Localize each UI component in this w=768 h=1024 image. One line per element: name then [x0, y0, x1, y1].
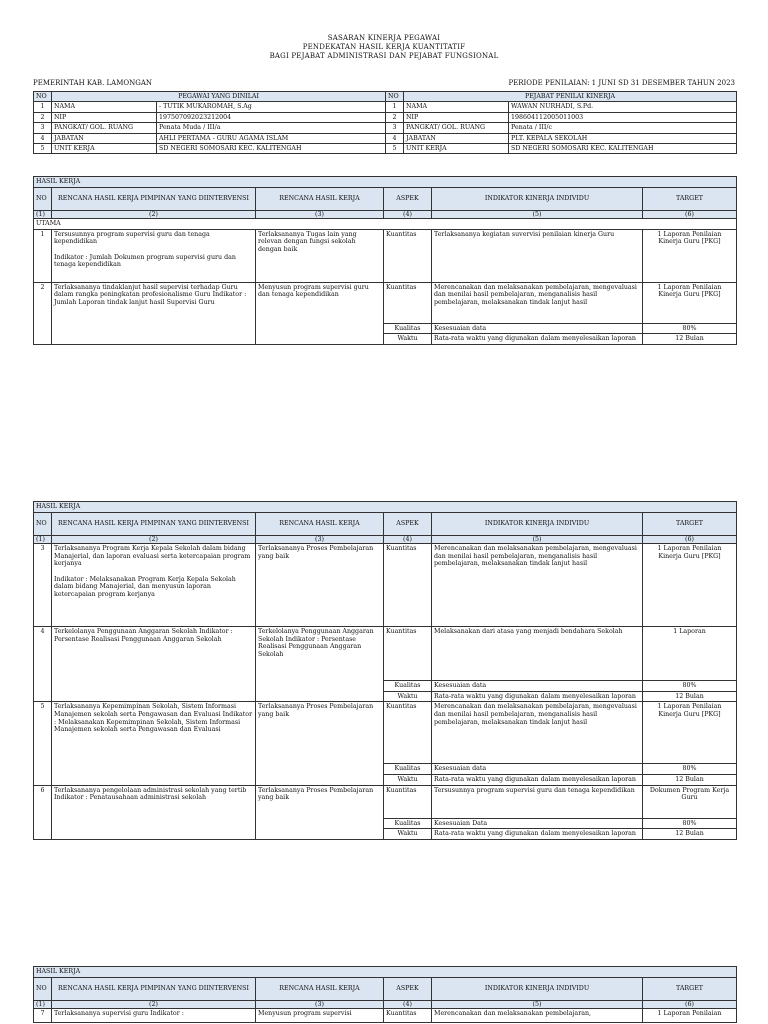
row-number: 2	[34, 112, 52, 122]
row-number: 6	[34, 785, 52, 839]
table-row	[34, 282, 737, 323]
pimpinan-cell: Terlaksananya Kepemimpinan Sekolah, Sistem Informasi Manajemen sekolah serta Pengawasan dan Evaluasi Indikator : Melaksanakan Kepemimpinan Sekolah, Sistem Informasi Manajemen sekolah serta Pengawasan dan Evaluasi	[52, 702, 256, 785]
row-number: 4	[34, 133, 52, 143]
pegawai-value: Penata Muda / III/a	[157, 123, 386, 133]
col-no: NO	[34, 977, 52, 1000]
col-target: TARGET	[643, 512, 737, 535]
col-target: TARGET	[643, 977, 737, 1000]
row-number: 2	[386, 112, 404, 122]
indikator-cell: Rata-rata waktu yang digunakan dalam menyelesaikan laporan	[432, 691, 643, 702]
row-number: 4	[386, 133, 404, 143]
hasil-kerja-table-2	[33, 501, 737, 840]
col-number: (4)	[384, 1000, 432, 1009]
section-label: HASIL KERJA	[34, 502, 737, 513]
utama-label: UTAMA	[34, 219, 737, 230]
col-number: (5)	[432, 535, 643, 544]
section-label: HASIL KERJA	[34, 177, 737, 188]
col-number: (5)	[432, 1000, 643, 1009]
target-cell: 1 Laporan Penilaian Kinerja Guru [PKG]	[643, 229, 737, 282]
col-indikator: INDIKATOR KINERJA INDIVIDU	[432, 977, 643, 1000]
pegawai-value: AHLI PERTAMA - GURU AGAMA ISLAM	[157, 133, 386, 143]
aspek-cell: Waktu	[384, 829, 432, 840]
indikator-cell: Kesesuaian Data	[432, 818, 643, 829]
rencana-cell: Terkelolanya Penggunaan Anggaran Sekolah Indikator : Persentase Realisasi Penggunaan Anggaran Sekolah	[256, 627, 384, 702]
rencana-cell: Terlaksananya Proses Pembelajaran yang baik	[256, 702, 384, 785]
col-indikator: INDIKATOR KINERJA INDIVIDU	[432, 187, 643, 210]
title-line-1: SASARAN KINERJA PEGAWAI	[327, 34, 441, 42]
pimpinan-cell: Terlaksananya tindaklanjut hasil supervisi terhadap Guru dalam rangka peningkatan profesionalisme Guru Indikator : Jumlah Laporan tindak lanjut hasil Supervisi Guru	[52, 282, 256, 344]
hasil-kerja-table-3	[33, 966, 737, 1023]
col-aspek: ASPEK	[384, 977, 432, 1000]
indikator-cell: Merencanakan dan melaksanakan pembelajaran, mengevaluasi dan menilai hasil pembelajaran, menganalisis hasil pembelajaran, melaksanakan tindak lanjut hasil	[432, 544, 643, 627]
pegawai-value: 197507092023212004	[157, 112, 386, 122]
pimpinan-cell: Terlaksananya supervisi guru Indikator :	[52, 1009, 256, 1023]
aspek-cell: Waktu	[384, 774, 432, 785]
pejabat-value: SD NEGERI SOMOSARI KEC. KALITENGAH	[509, 144, 737, 154]
col-target: TARGET	[643, 187, 737, 210]
indikator-cell: Tersusunnya program supervisi guru dan tenaga kependidikan	[432, 785, 643, 818]
col-number: (2)	[52, 535, 256, 544]
field-label: PANGKAT/ GOL. RUANG	[52, 123, 157, 133]
field-label: NIP	[404, 112, 509, 122]
indikator-cell: Kesesuaian data	[432, 323, 643, 334]
table-row	[34, 702, 737, 764]
target-cell: 1 Laporan Penilaian	[643, 1009, 737, 1023]
aspek-cell: Kualitas	[384, 764, 432, 775]
rencana-cell: Terlaksananya Proses Pembelajaran yang baik	[256, 785, 384, 839]
field-label: JABATAN	[52, 133, 157, 143]
identity-table	[33, 91, 737, 154]
field-label: PANGKAT/ GOL. RUANG	[404, 123, 509, 133]
identity-row	[34, 133, 737, 143]
identity-header-row	[34, 92, 737, 102]
col-no: NO	[34, 512, 52, 535]
col-number: (6)	[643, 210, 737, 219]
col-number: (4)	[384, 210, 432, 219]
aspek-cell: Kualitas	[384, 681, 432, 692]
table-row	[34, 229, 737, 282]
target-cell: 1 Laporan Penilaian Kinerja Guru [PKG]	[643, 282, 737, 323]
row-number: 3	[386, 123, 404, 133]
target-cell: 80%	[643, 323, 737, 334]
pegawai-value: SD NEGERI SOMOSARI KEC. KALITENGAH	[157, 144, 386, 154]
aspek-cell: Kuantitas	[384, 785, 432, 818]
target-cell: 80%	[643, 764, 737, 775]
col-pimpinan: RENCANA HASIL KERJA PIMPINAN YANG DIINTERVENSI	[52, 977, 256, 1000]
aspek-cell: Kuantitas	[384, 229, 432, 282]
col-number: (3)	[256, 1000, 384, 1009]
no-header: NO	[34, 92, 52, 102]
col-number: (1)	[34, 210, 52, 219]
aspek-cell: Kuantitas	[384, 627, 432, 681]
pejabat-header: PEJABAT PENILAI KINERJA	[404, 92, 737, 102]
col-number: (6)	[643, 535, 737, 544]
row-number: 1	[386, 102, 404, 112]
row-number: 5	[34, 144, 52, 154]
aspek-cell: Kuantitas	[384, 282, 432, 323]
col-number: (4)	[384, 535, 432, 544]
row-number: 4	[34, 627, 52, 702]
rencana-cell: Terlaksananya Tugas lain yang relevan dengan fungsi sekolah dengan baik	[256, 229, 384, 282]
target-cell: 12 Bulan	[643, 334, 737, 345]
identity-row	[34, 123, 737, 133]
pejabat-value: Penata / III/c	[509, 123, 737, 133]
col-aspek: ASPEK	[384, 187, 432, 210]
pemerintah-label: PEMERINTAH KAB. LAMONGAN	[33, 79, 153, 87]
aspek-cell: Kuantitas	[384, 544, 432, 627]
target-cell: Dokumen Program Kerja Guru	[643, 785, 737, 818]
pimpinan-cell: Terlaksananya pengelolaan administrasi sekolah yang tertib Indikator : Penatausahaan administrasi sekolah	[52, 785, 256, 839]
target-cell: 1 Laporan	[643, 627, 737, 681]
aspek-cell: Waktu	[384, 334, 432, 345]
pegawai-value: - TUTIK MUKAROMAH, S.Ag	[157, 102, 386, 112]
aspek-cell: Kuantitas	[384, 702, 432, 764]
col-number: (2)	[52, 1000, 256, 1009]
indikator-cell: Kesesuaian data	[432, 681, 643, 692]
identity-row	[34, 112, 737, 122]
col-number: (3)	[256, 535, 384, 544]
rencana-cell: Menyusun program supervisi	[256, 1009, 384, 1023]
table-row	[34, 544, 737, 627]
pejabat-value: PLT. KEPALA SEKOLAH	[509, 133, 737, 143]
periode-label: PERIODE PENILAIAN: 1 JUNI SD 31 DESEMBER TAHUN 2023	[508, 79, 735, 87]
col-number: (5)	[432, 210, 643, 219]
target-cell: 80%	[643, 681, 737, 692]
row-number: 5	[34, 702, 52, 785]
indikator-cell: Kesesuaian data	[432, 764, 643, 775]
aspek-cell: Kuantitas	[384, 1009, 432, 1023]
row-number: 2	[34, 282, 52, 344]
pimpinan-cell: Tersusunnya program supervisi guru dan tenaga kependidikan Indikator : Jumlah Dokumen program supervisi guru dan tenaga kependidikan	[52, 229, 256, 282]
col-number: (3)	[256, 210, 384, 219]
target-cell: 1 Laporan Penilaian Kinerja Guru [PKG]	[643, 702, 737, 764]
row-number: 3	[34, 123, 52, 133]
col-aspek: ASPEK	[384, 512, 432, 535]
indikator-cell: Merencanakan dan melaksanakan pembelajaran, mengevaluasi dan menilai hasil pembelajaran, menganalisis hasil pembelajaran, melaksanakan tindak lanjut hasil	[432, 702, 643, 764]
aspek-cell: Waktu	[384, 691, 432, 702]
pegawai-header: PEGAWAI YANG DINILAI	[52, 92, 386, 102]
row-number: 1	[34, 229, 52, 282]
target-cell: 12 Bulan	[643, 774, 737, 785]
aspek-cell: Kualitas	[384, 818, 432, 829]
pejabat-value: 198604112005011003	[509, 112, 737, 122]
indikator-cell: Melaksanakan dari atasa yang menjadi bendahara Sekolah	[432, 627, 643, 681]
table-row	[34, 1009, 737, 1023]
indikator-cell: Merencanakan dan melaksanakan pembelajaran, mengevaluasi dan menilai hasil pembelajaran, menganalisis hasil pembelajaran, melaksanakan tindak lanjut hasil	[432, 282, 643, 323]
col-pimpinan: RENCANA HASIL KERJA PIMPINAN YANG DIINTERVENSI	[52, 187, 256, 210]
col-number: (1)	[34, 535, 52, 544]
col-indikator: INDIKATOR KINERJA INDIVIDU	[432, 512, 643, 535]
field-label: NAMA	[404, 102, 509, 112]
indikator-cell: Rata-rata waktu yang digunakan dalam menyelesaikan laporan	[432, 334, 643, 345]
col-number: (6)	[643, 1000, 737, 1009]
no-header: NO	[386, 92, 404, 102]
title-line-3: BAGI PEJABAT ADMINISTRASI DAN PEJABAT FUNGSIONAL	[269, 52, 499, 60]
col-number: (1)	[34, 1000, 52, 1009]
target-cell: 80%	[643, 818, 737, 829]
row-number: 7	[34, 1009, 52, 1023]
indikator-cell: Merencanakan dan melaksanakan pembelajaran,	[432, 1009, 643, 1023]
target-cell: 12 Bulan	[643, 691, 737, 702]
identity-row	[34, 144, 737, 154]
section-label: HASIL KERJA	[34, 967, 737, 978]
col-no: NO	[34, 187, 52, 210]
field-label: UNIT KERJA	[52, 144, 157, 154]
field-label: UNIT KERJA	[404, 144, 509, 154]
col-rencana: RENCANA HASIL KERJA	[256, 512, 384, 535]
pejabat-value: WAWAN NURHADI, S.Pd.	[509, 102, 737, 112]
col-rencana: RENCANA HASIL KERJA	[256, 977, 384, 1000]
field-label: JABATAN	[404, 133, 509, 143]
row-number: 3	[34, 544, 52, 627]
indikator-cell: Rata-rata waktu yang digunakan dalam menyelesaikan laporan	[432, 774, 643, 785]
row-number: 1	[34, 102, 52, 112]
hasil-kerja-table-1	[33, 176, 737, 345]
table-row	[34, 627, 737, 681]
identity-row	[34, 102, 737, 112]
target-cell: 12 Bulan	[643, 829, 737, 840]
rencana-cell: Terlaksananya Proses Pembelajaran yang baik	[256, 544, 384, 627]
col-pimpinan: RENCANA HASIL KERJA PIMPINAN YANG DIINTERVENSI	[52, 512, 256, 535]
row-number: 5	[386, 144, 404, 154]
pimpinan-cell: Terkelolanya Penggunaan Anggaran Sekolah Indikator : Persentase Realisasi Penggunaan Anggaran Sekolah	[52, 627, 256, 702]
col-number: (2)	[52, 210, 256, 219]
pimpinan-cell: Terlaksananya Program Kerja Kepala Sekolah dalam bidang Manajerial, dan laporan evaluasi serta ketercapaian program kerjanya Indikator : Melaksanakan Program Kerja Kepala Sekolah dalam bidang Manajerial, dan menyusun laporan ketercapaian program kerjanya	[52, 544, 256, 627]
aspek-cell: Kualitas	[384, 323, 432, 334]
field-label: NIP	[52, 112, 157, 122]
target-cell: 1 Laporan Penilaian Kinerja Guru [PKG]	[643, 544, 737, 627]
title-line-2: PENDEKATAN HASIL KERJA KUANTITATIF	[302, 43, 466, 51]
field-label: NAMA	[52, 102, 157, 112]
indikator-cell: Rata-rata waktu yang digunakan dalam menyelesaikan laporan	[432, 829, 643, 840]
rencana-cell: Menyusun program supervisi guru dan tenaga kependidikan	[256, 282, 384, 344]
col-rencana: RENCANA HASIL KERJA	[256, 187, 384, 210]
indikator-cell: Terlaksananya kegiatan suvervisi penilaian kinerja Guru	[432, 229, 643, 282]
table-row	[34, 785, 737, 818]
